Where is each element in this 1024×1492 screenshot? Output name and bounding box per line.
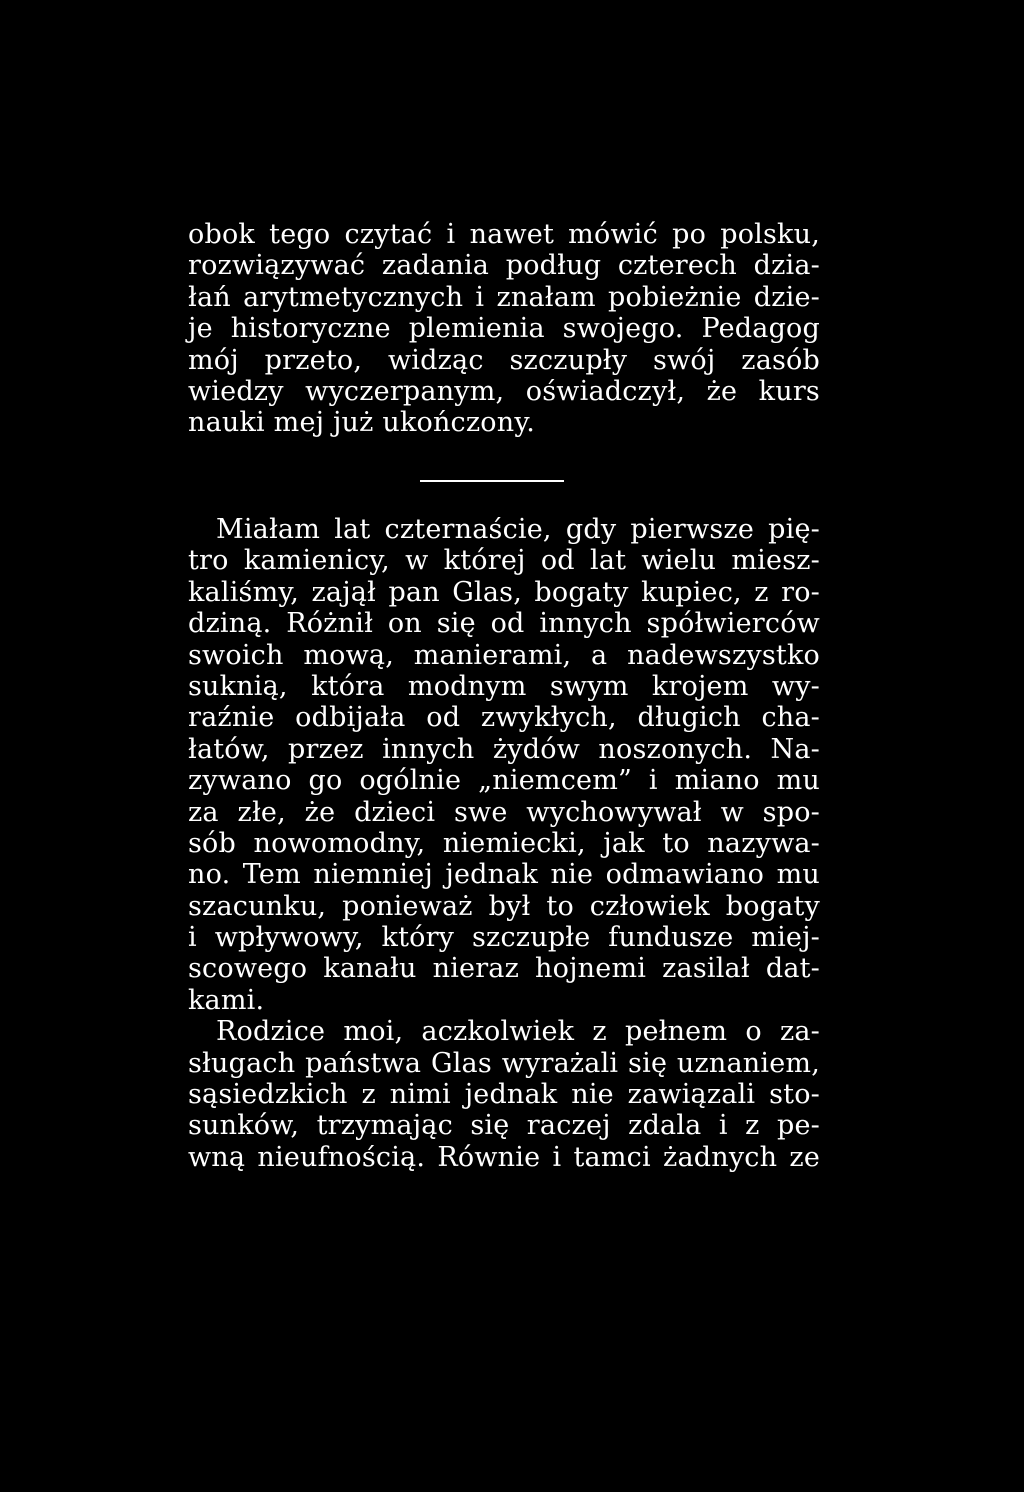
text-line: raźnie odbijała od zwykłych, długich cha-: [188, 702, 820, 734]
paragraph-2: [188, 514, 820, 1173]
text-line: Miałam lat czternaście, gdy pierwsze pię-: [216, 514, 820, 545]
text-line: dziną. Różnił on się od innych spółwierców: [188, 608, 820, 640]
text-line: zywano go ogólnie „niemcem” i miano mu: [188, 765, 820, 797]
text-line: swoich mową, manierami, a nadewszystko: [188, 639, 820, 671]
paragraph-1: [188, 219, 820, 439]
text-line: Rodzice moi, aczkolwiek z pełnem o za-: [216, 1016, 820, 1048]
text-line: kaliśmy, zajął pan Glas, bogaty kupiec, z ro-: [188, 576, 820, 608]
text-line: rozwiązywać zadania podług czterech dzia-: [188, 250, 820, 282]
text-line: wiedzy wyczerpanym, oświadczył, że kurs: [188, 375, 820, 407]
text-line: no. Tem niemniej jednak nie odmawiano mu: [188, 859, 820, 891]
text-line: łatów, przez innych żydów noszonych. Na-: [188, 733, 820, 765]
text-line: za złe, że dzieci swe wychowywał w spo-: [188, 796, 820, 828]
text-line: sób nowomodny, niemiecki, jak to nazywa-: [188, 827, 820, 859]
text-line: kami.: [188, 984, 265, 1016]
text-line: sługach państwa Glas wyrażali się uznaniem,: [188, 1047, 820, 1079]
text-line: je historyczne plemienia swojego. Pedagog: [188, 313, 820, 345]
text-line: tro kamienicy, w której od lat wielu miesz-: [188, 545, 820, 577]
text-line: scowego kanału nieraz hojnemi zasilał dat-: [188, 953, 820, 985]
text-line: i wpływowy, który szczupłe fundusze miej-: [188, 922, 820, 954]
text-line: łań arytmetycznych i znałam pobieżnie dzie-: [188, 281, 820, 313]
text-line: szacunku, ponieważ był to człowiek bogaty: [188, 890, 820, 922]
text-line: sunków, trzymając się raczej zdala i z pe-: [188, 1110, 820, 1142]
text-line: obok tego czytać i nawet mówić po polsku,: [188, 219, 820, 250]
section-divider: [420, 480, 564, 482]
text-line: nauki mej już ukończony.: [188, 407, 535, 439]
text-line: wną nieufnością. Równie i tamci żadnych ze: [188, 1141, 820, 1173]
text-line: sąsiedzkich z nimi jednak nie zawiązali sto-: [188, 1079, 820, 1111]
text-line: mój przeto, widząc szczupły swój zasób: [188, 344, 820, 376]
text-line: suknią, która modnym swym krojem wy-: [188, 670, 820, 702]
